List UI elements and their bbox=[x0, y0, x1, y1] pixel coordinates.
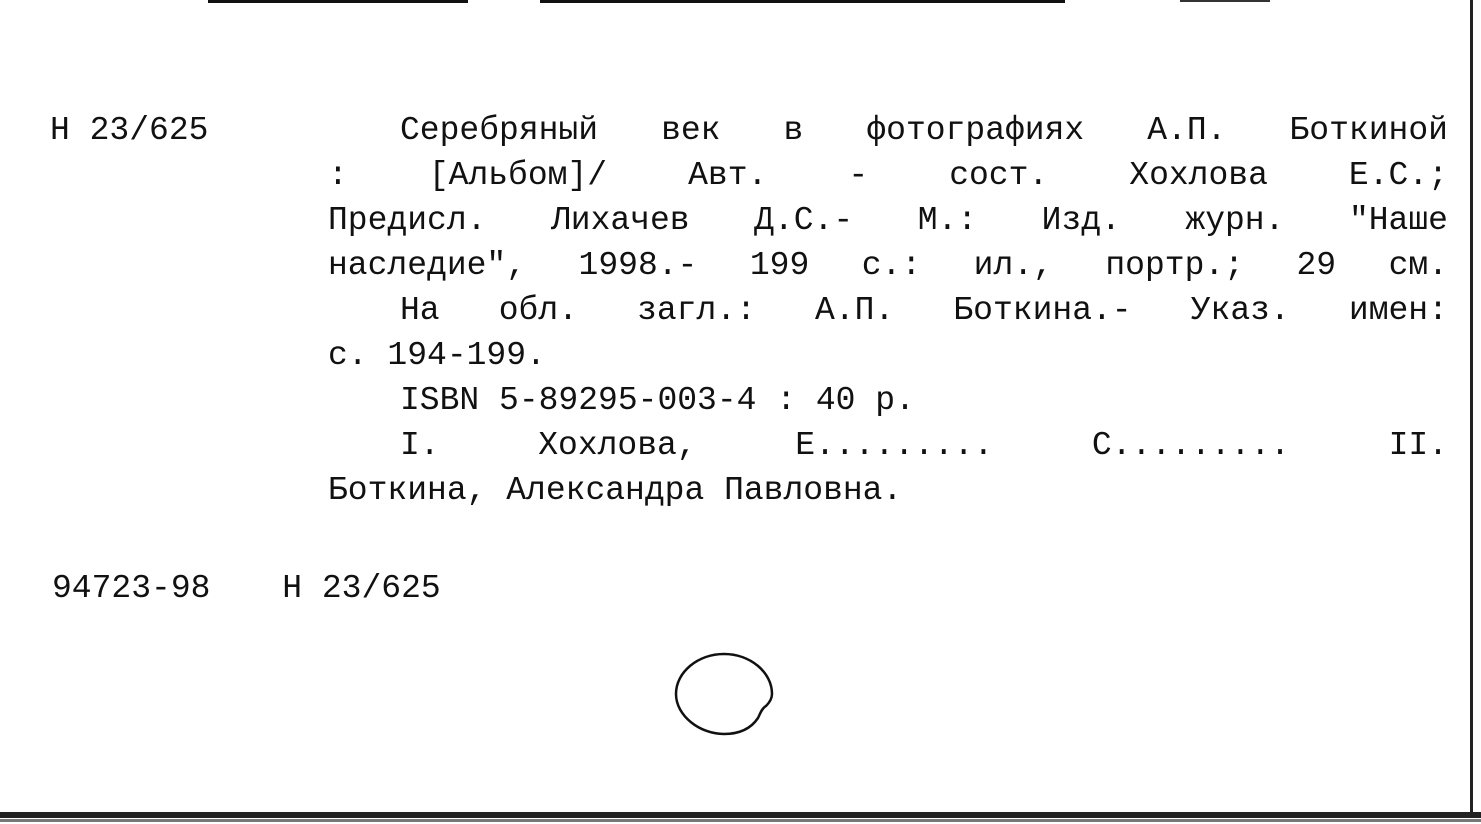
note-line: с. 194-199. bbox=[328, 337, 546, 374]
tracing-line bbox=[328, 423, 1448, 468]
word: в bbox=[783, 112, 804, 149]
word: Предисл. bbox=[328, 202, 487, 239]
card-right-edge bbox=[1470, 0, 1473, 812]
word: А.П. bbox=[815, 292, 895, 329]
word: [Альбом]/ bbox=[428, 157, 608, 194]
word: 199 bbox=[749, 247, 810, 284]
word: 1998.- bbox=[578, 247, 698, 284]
call-number: Н 23/625 bbox=[50, 112, 209, 149]
word: Хохлова bbox=[1129, 157, 1268, 194]
word: Изд. bbox=[1041, 202, 1121, 239]
word: Боткина.- bbox=[953, 292, 1132, 329]
title-line bbox=[328, 153, 1448, 198]
word: Д.С.- bbox=[754, 202, 854, 239]
word: век bbox=[661, 112, 721, 149]
word: - bbox=[848, 157, 869, 194]
isbn-line: ISBN 5-89295-003-4 : 40 р. bbox=[400, 382, 915, 419]
word: : bbox=[328, 157, 348, 194]
word: А.П. bbox=[1147, 112, 1227, 149]
word: Лихачев bbox=[550, 202, 690, 239]
card-footer bbox=[52, 566, 441, 611]
word: сост. bbox=[949, 157, 1049, 194]
word: ил., bbox=[973, 247, 1053, 284]
word: М.: bbox=[917, 202, 978, 239]
word: наследие", bbox=[328, 247, 527, 284]
word: Боткиной bbox=[1289, 112, 1448, 149]
card-top-edge bbox=[208, 0, 468, 3]
footer-call-number: Н 23/625 bbox=[282, 570, 441, 607]
title-line bbox=[328, 198, 1448, 243]
tracing-item: II. bbox=[1388, 427, 1448, 464]
card-top-edge bbox=[540, 0, 1065, 3]
word: Указ. bbox=[1190, 292, 1290, 329]
bibliographic-entry bbox=[328, 108, 1448, 513]
card-bottom-edge bbox=[0, 812, 1481, 818]
tracing-line: Боткина, Александра Павловна. bbox=[328, 472, 903, 509]
inventory-number: 94723-98 bbox=[52, 570, 211, 607]
word: фотографиях bbox=[866, 112, 1085, 149]
tracing-item: I. bbox=[400, 427, 440, 464]
word: Серебряный bbox=[400, 112, 599, 149]
tracing-item: С......... bbox=[1091, 427, 1290, 464]
word: На bbox=[400, 292, 440, 329]
word: имен: bbox=[1348, 292, 1448, 329]
title-line bbox=[328, 243, 1448, 288]
card-bottom-edge bbox=[0, 819, 1481, 822]
word: см. bbox=[1388, 247, 1448, 284]
title-line bbox=[328, 108, 1448, 153]
word: 29 bbox=[1296, 247, 1337, 284]
word: с.: bbox=[861, 247, 922, 284]
word: Авт. bbox=[688, 157, 768, 194]
word: портр.; bbox=[1105, 247, 1244, 284]
card-top-edge bbox=[1180, 0, 1270, 2]
tracing-item: Е......... bbox=[795, 427, 994, 464]
word: Е.С.; bbox=[1348, 157, 1448, 194]
tracing-item: Хохлова, bbox=[538, 427, 697, 464]
word: загл.: bbox=[637, 292, 756, 329]
word: журн. bbox=[1185, 202, 1285, 239]
word: обл. bbox=[498, 292, 578, 329]
punch-hole-icon bbox=[672, 650, 776, 738]
word: "Наше bbox=[1348, 202, 1448, 239]
note-line bbox=[328, 288, 1448, 333]
